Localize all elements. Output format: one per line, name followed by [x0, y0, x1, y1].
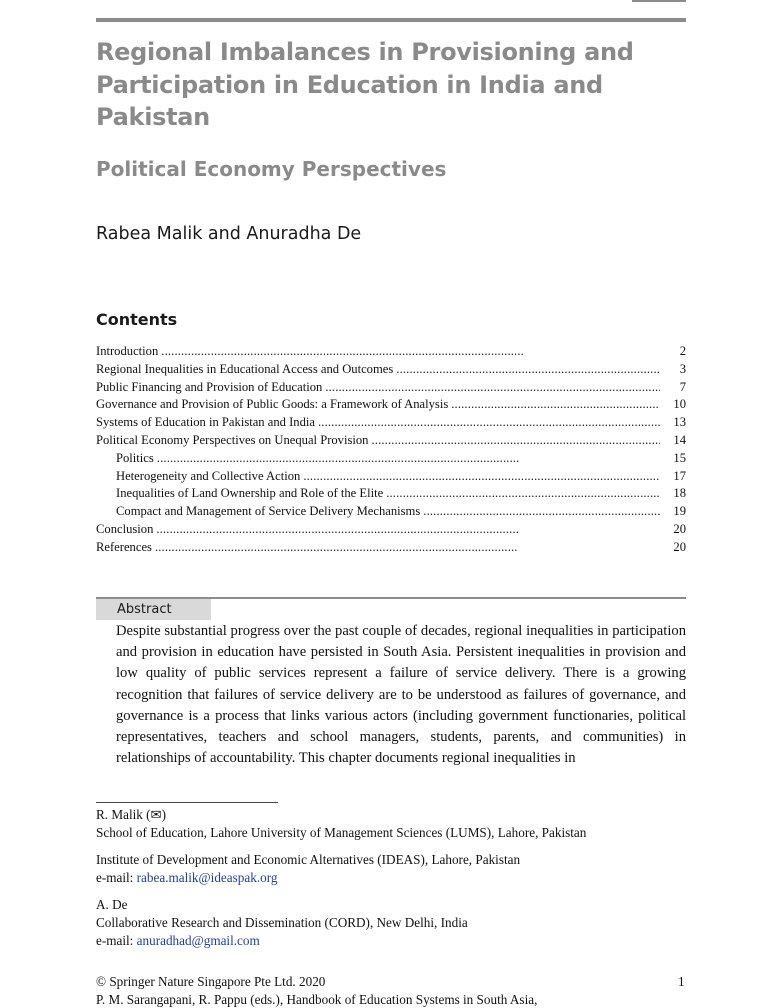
toc-entry-page: 15 — [673, 450, 686, 465]
toc-entry[interactable] — [96, 539, 686, 557]
toc-entry[interactable] — [96, 414, 686, 432]
footer-page-number: 1 — [678, 974, 685, 989]
toc-entry[interactable] — [96, 450, 686, 468]
author1-email-line — [96, 869, 277, 887]
top-rule — [96, 18, 686, 22]
toc-entry-page: 13 — [673, 415, 686, 430]
author1-email-link[interactable]: rabea.malik@ideaspak.org — [136, 870, 278, 885]
abstract-label: Abstract — [96, 599, 211, 620]
toc-entry-page: 18 — [673, 486, 686, 501]
toc-entry-title: Conclusion — [96, 521, 154, 536]
toc-entry-page: 2 — [679, 344, 686, 358]
toc-entry-page: 20 — [673, 521, 686, 536]
chapter-subtitle: Political Economy Perspectives — [96, 157, 447, 181]
toc-entry-page: 20 — [673, 539, 686, 554]
email-label: e-mail: — [96, 870, 137, 885]
toc-entry-page: 14 — [673, 432, 686, 447]
toc-entry[interactable] — [96, 396, 686, 414]
toc-entry-page: 7 — [679, 379, 686, 394]
author2-email-link[interactable]: anuradhad@gmail.com — [136, 933, 260, 948]
toc-leader-dots — [451, 396, 660, 414]
toc-leader-dots — [325, 379, 660, 397]
toc-entry[interactable] — [96, 503, 686, 521]
toc-entry[interactable] — [96, 485, 686, 503]
footnote-rule — [96, 802, 278, 803]
toc-leader-dots — [161, 343, 660, 361]
toc-entry-title: Compact and Management of Service Delivery Mechanisms — [116, 504, 421, 519]
toc-entry[interactable] — [96, 343, 686, 361]
author2-name: A. De — [96, 897, 128, 912]
author2-affiliation: Collaborative Research and Dissemination (CORD), New Delhi, India — [96, 915, 468, 930]
email-label: e-mail: — [96, 933, 137, 948]
author1-affiliation-2: Institute of Development and Economic Alternatives (IDEAS), Lahore, Pakistan — [96, 852, 521, 867]
toc-leader-dots — [423, 503, 660, 521]
toc-entry-title: Political Economy Perspectives on Unequal Provision — [96, 432, 369, 447]
toc-entry[interactable] — [96, 432, 686, 450]
toc-entry-title: Inequalities of Land Ownership and Role of the Elite — [116, 486, 384, 501]
author1-affiliation-1: School of Education, Lahore University of Management Sciences (LUMS), Lahore, Pakistan — [96, 825, 587, 840]
chapter-authors: Rabea Malik and Anuradha De — [96, 224, 362, 244]
top-tab-bar — [632, 0, 686, 2]
toc-entry[interactable] — [96, 379, 686, 397]
author1-name: R. Malik (✉) — [96, 807, 167, 822]
toc-entry-title: Systems of Education in Pakistan and India — [96, 415, 315, 430]
toc-leader-dots — [156, 521, 660, 539]
toc-leader-dots — [396, 361, 660, 379]
toc-entry-page: 17 — [673, 468, 686, 483]
footer-copyright: © Springer Nature Singapore Pte Ltd. 2020 — [96, 974, 326, 989]
toc-leader-dots — [155, 539, 660, 557]
toc-entry[interactable] — [96, 468, 686, 486]
toc-entry-title: Introduction — [96, 344, 159, 358]
toc-entry-title: Regional Inequalities in Educational Access and Outcomes — [96, 361, 394, 376]
toc-entry-title: Politics — [116, 450, 154, 465]
chapter-title: Regional Imbalances in Provisioning and Participation in Education in India and Pakistan — [96, 38, 634, 131]
table-of-contents — [96, 343, 686, 557]
toc-entry-title: Governance and Provision of Public Goods: a Framework of Analysis — [96, 397, 449, 412]
toc-entry-page: 19 — [673, 504, 686, 519]
toc-leader-dots — [303, 468, 660, 486]
toc-entry[interactable] — [96, 361, 686, 379]
toc-entry-page: 3 — [679, 361, 686, 376]
author2-email-line — [96, 932, 260, 950]
toc-entry-page: 10 — [673, 397, 686, 412]
toc-leader-dots — [386, 485, 660, 503]
toc-leader-dots — [157, 450, 660, 468]
toc-entry-title: References — [96, 539, 152, 554]
contents-heading: Contents — [96, 310, 178, 329]
abstract-text: Despite substantial progress over the past couple of decades, regional inequalities in participation and provision in education have persisted in South Asia. Persistent inequalities in provision and low quality of public services represent a failure of service delivery. There is a growing recognition that failures of service delivery are to be understood as failures of governance, and governance is a process that links various actors (including government functionaries, political representatives, teachers and school managers, students, parents, and communities) in relationships of accountability. This chapter documents regional inequalities in — [116, 623, 686, 767]
toc-leader-dots — [371, 432, 660, 450]
toc-leader-dots — [318, 414, 660, 432]
toc-entry-title: Public Financing and Provision of Education — [96, 379, 323, 394]
footer-citation: P. M. Sarangapani, R. Pappu (eds.), Handbook of Education Systems in South Asia, — [96, 992, 538, 1007]
toc-entry[interactable] — [96, 521, 686, 539]
toc-entry-title: Heterogeneity and Collective Action — [116, 468, 301, 483]
